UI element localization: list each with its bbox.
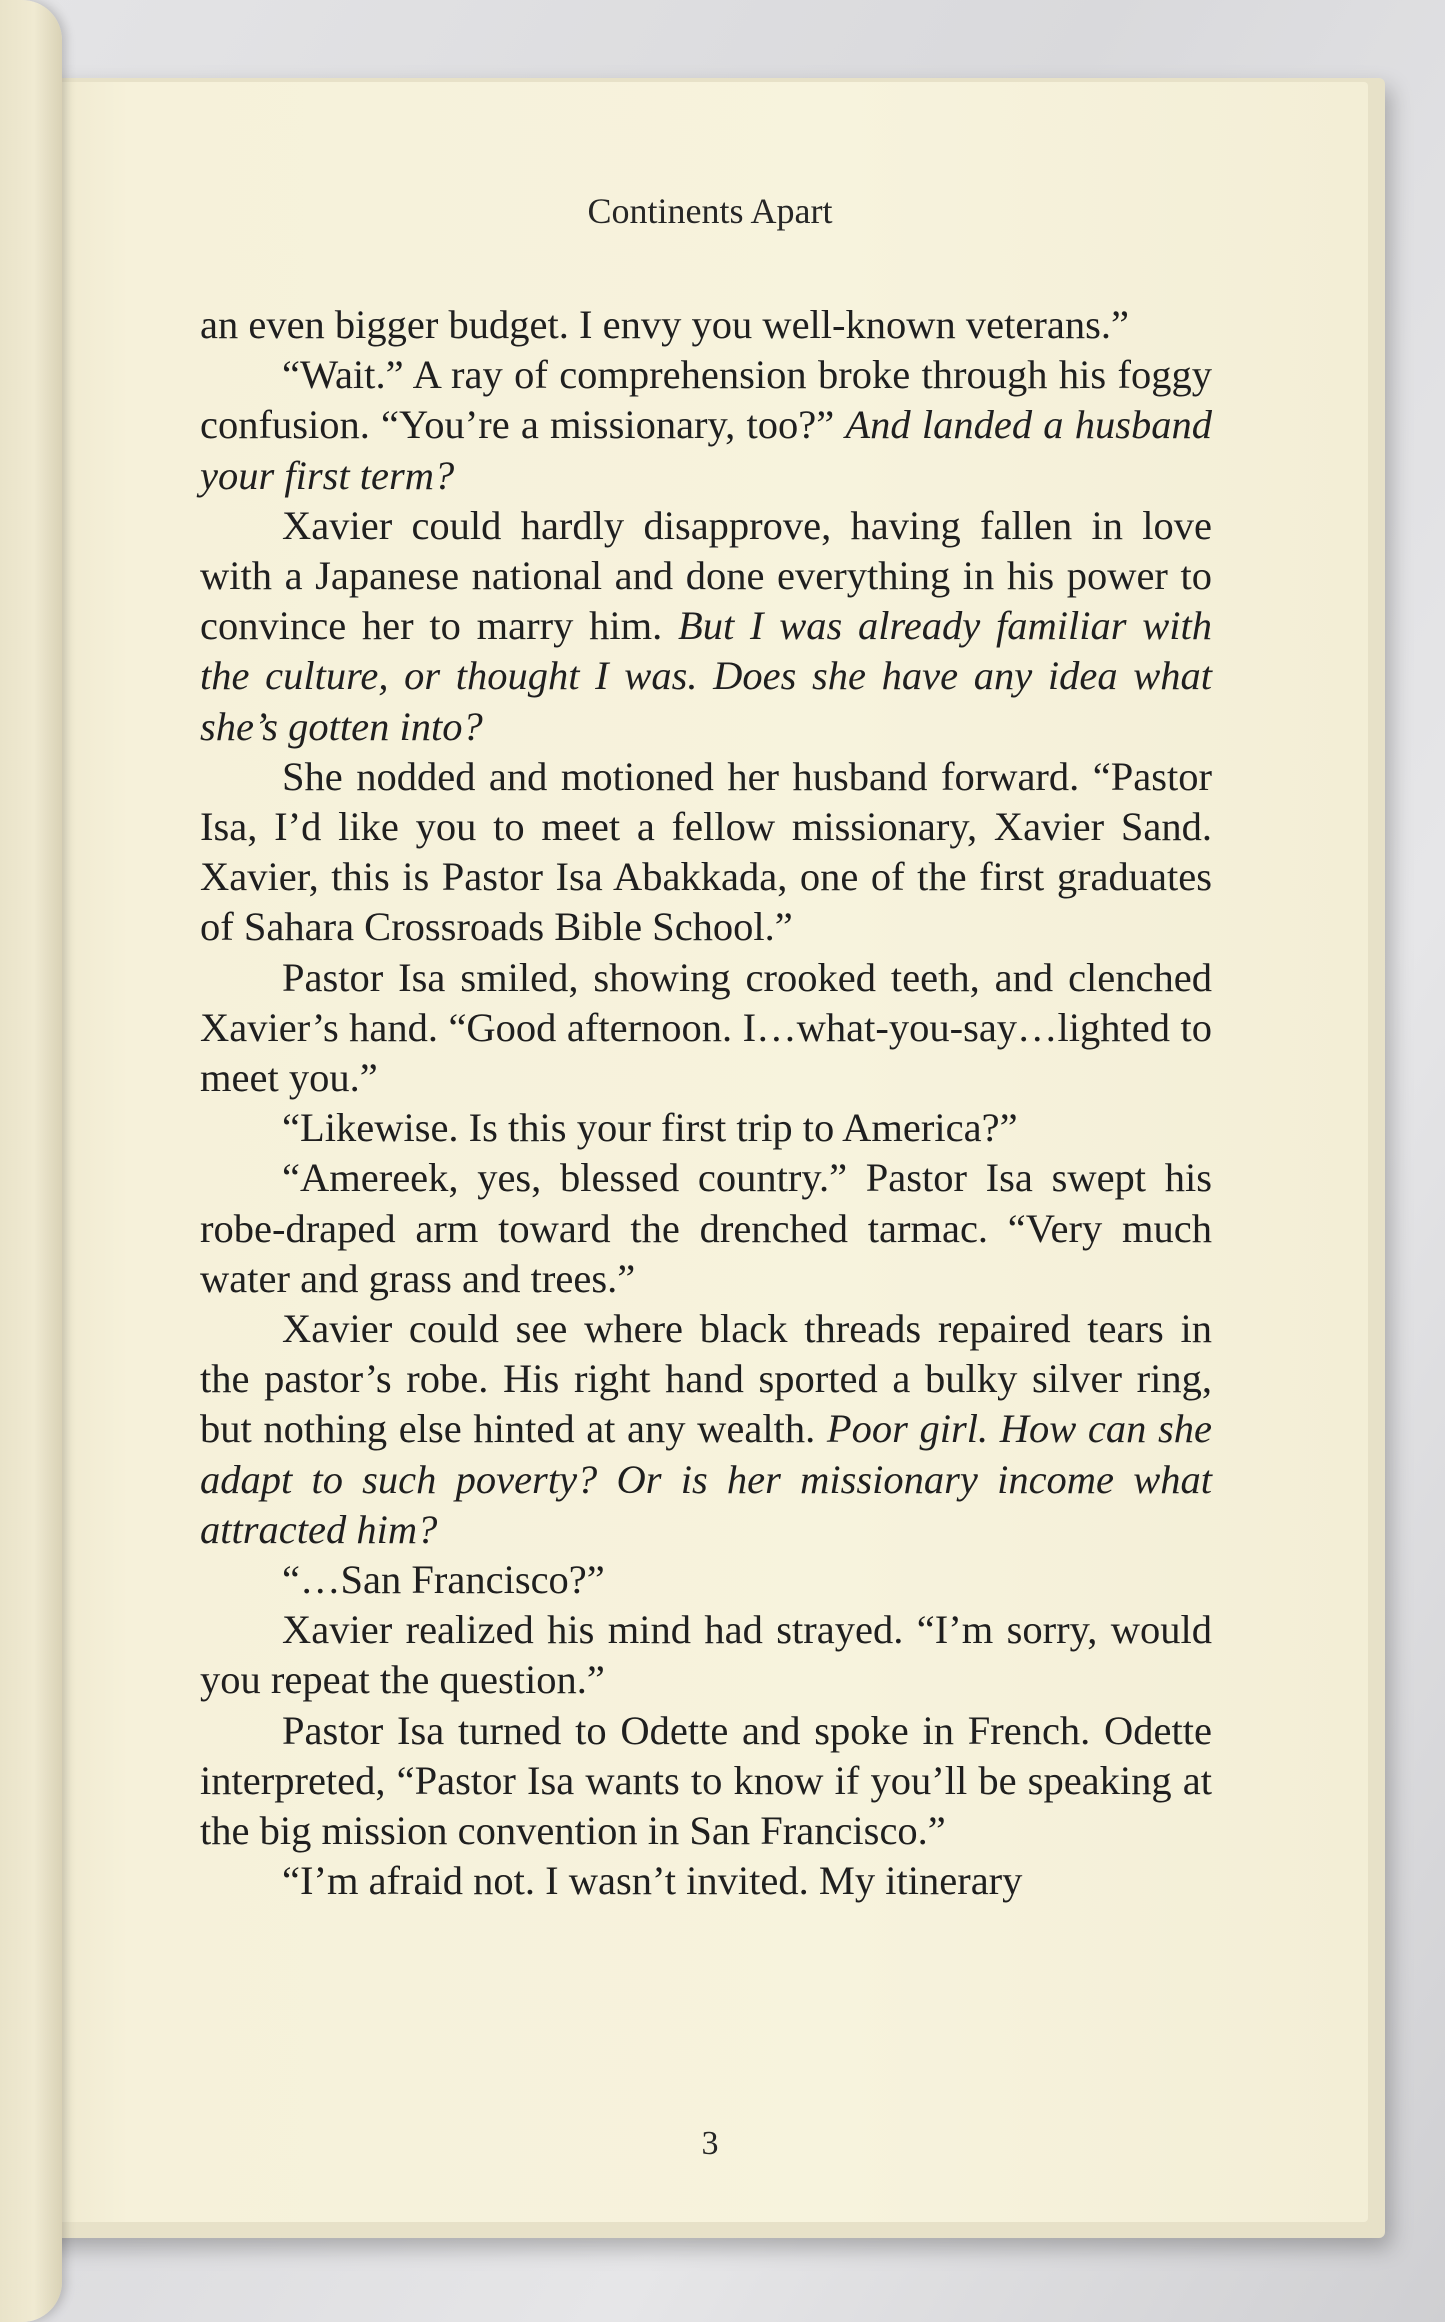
body-text (200, 300, 1212, 1907)
paragraph: She nodded and motioned her husband forward. “Pastor Isa, I’d like you to meet a fellow missionary, Xavier Sand. Xavier, this is Pastor Isa Abakkada, one of the first graduates of Sahara Crossroads Bible School.” (200, 753, 1212, 950)
paragraph: Xavier could see where black threads repaired tears in the pastor’s robe. His right hand sported a bulky silver ring, but nothing else hinted at any wealth. Poor girl. How can she adapt to such poverty? Or is her missionary income what attracted him? (200, 1306, 1212, 1552)
paragraph: “…San Francisco?” (282, 1557, 605, 1603)
paragraph: “Wait.” A ray of comprehension broke through his foggy confusion. “You’re a missionary, too?” And landed a husband your first term? (200, 352, 1212, 498)
paragraph: Pastor Isa turned to Odette and spoke in French. Odette interpreted, “Pastor Isa wants to know if you’ll be speaking at the big mission convention in San Francisco.” (200, 1707, 1212, 1854)
paragraph: “I’m afraid not. I wasn’t invited. My itinerary (282, 1858, 1023, 1904)
paragraph: “Amereek, yes, blessed country.” Pastor Isa swept his robe-draped arm toward the drenched tarmac. “Very much water and grass and trees.” (200, 1155, 1212, 1301)
running-header (0, 190, 1420, 232)
paragraph: Xavier could hardly disapprove, having fallen in love with a Japanese national and done everything in his power to convince her to marry him. But I was already familiar with the culture, or thought I was. Does she have any idea what she’s gotten into? (200, 502, 1212, 749)
italic-thought: And landed a husband your first term? (200, 402, 1212, 498)
italic-thought: But I was already familiar with the culture, or thought I was. Does she have any idea what she’s gotten into? (200, 603, 1212, 749)
page-number: 3 (701, 2125, 719, 2162)
italic-thought: Poor girl. How can she adapt to such poverty? Or is her missionary income what attracted him? (200, 1406, 1212, 1552)
left-page-edge (0, 0, 62, 2322)
running-title: Continents Apart (587, 191, 833, 231)
paragraph: Pastor Isa smiled, showing crooked teeth, and clenched Xavier’s hand. “Good afternoon. I…what-you-say…lighted to meet you.” (200, 954, 1212, 1101)
paragraph: an even bigger budget. I envy you well-known veterans.” (200, 302, 1129, 347)
paragraph: “Likewise. Is this your first trip to America?” (282, 1105, 1018, 1151)
paragraph: Xavier realized his mind had strayed. “I’m sorry, would you repeat the question.” (200, 1607, 1212, 1703)
